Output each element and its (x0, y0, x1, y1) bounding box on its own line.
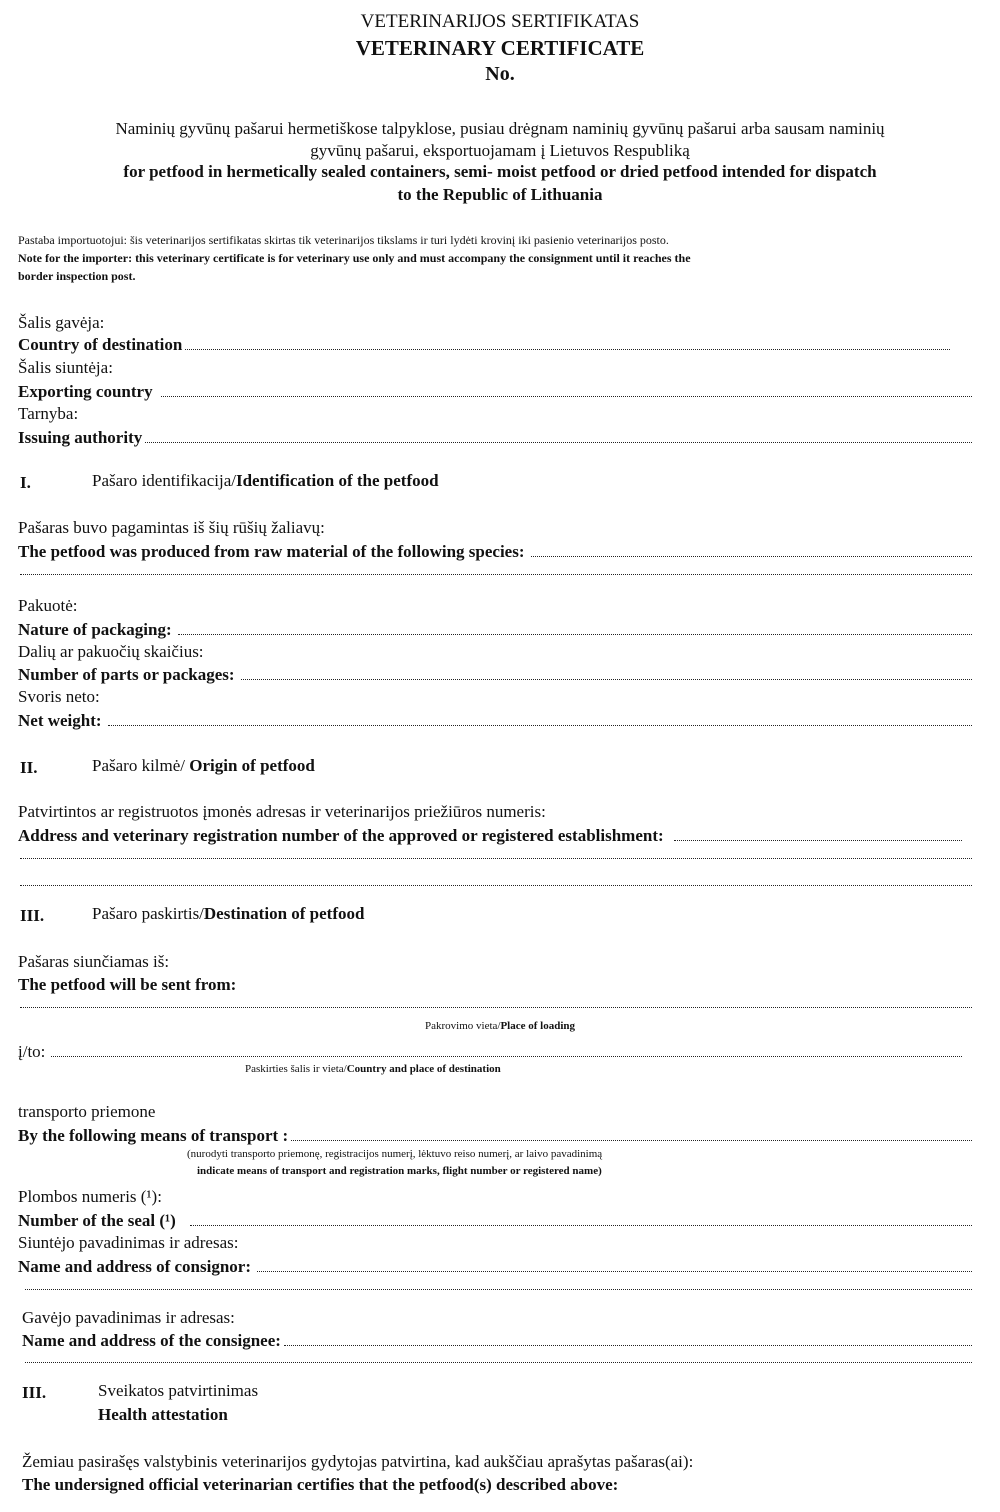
place-of-loading-caption (0, 1020, 1000, 1032)
section-2-title-lt: Pašaro kilmė/ (92, 756, 190, 775)
transport-note-lt: (nurodyti transporto priemonę, registracijos numerį, lėktuvo reiso numerį, ar laivo pavadinimą (187, 1148, 603, 1160)
establishment-field[interactable] (18, 826, 962, 846)
destination-caption-en: Country and place of destination (346, 1063, 501, 1075)
subject-lt-line1: Naminių gyvūnų pašarui hermetiškose talpyklose, pusiau drėgnam naminių gyvūnų pašarui arba sausam naminių (115, 119, 885, 138)
sent-from-label-lt: Pašaras siunčiamas iš: (18, 952, 170, 971)
species-label-en: The petfood was produced from raw material of the following species: (18, 542, 525, 561)
section-1-title-lt: Pašaro identifikacija/ (92, 471, 236, 490)
establishment-label-en: Address and veterinary registration number of the approved or registered establishment: (18, 826, 664, 845)
consignor-field[interactable] (18, 1257, 972, 1277)
issuing-authority-label-lt: Tarnyba: (18, 404, 79, 423)
issuing-authority-label-en: Issuing authority (18, 428, 143, 447)
species-field[interactable] (18, 542, 972, 562)
species-continuation-line[interactable] (20, 574, 972, 575)
importer-note-en-line2: border inspection post. (18, 269, 136, 283)
section-4-numeral: III. (22, 1383, 47, 1402)
title-en: VETERINARY CERTIFICATE (355, 36, 645, 60)
net-weight-field[interactable] (18, 711, 972, 731)
health-attestation-title-lt: Sveikatos patvirtinimas (98, 1381, 259, 1400)
exporting-country-label-lt: Šalis siuntėja: (18, 358, 113, 377)
place-of-loading-caption-en: Place of loading (500, 1020, 576, 1032)
destination-caption-lt: Paskirties šalis ir vieta/ (245, 1063, 347, 1075)
destination-to-label: į/to: (18, 1042, 46, 1061)
importer-note-lt: Pastaba importuotojui: šis veterinarijos sertifikatas skirtas tik veterinarijos tikslams ir turi lydėti krovinį iki pasienio veterinarijos posto. (18, 233, 669, 247)
consignee-label-lt: Gavėjo pavadinimas ir adresas: (22, 1308, 235, 1327)
place-of-loading-field[interactable] (20, 1007, 972, 1008)
section-2-numeral: II. (20, 758, 38, 777)
subject-lt-line2: gyvūnų pašarui, eksportuojamam į Lietuvos Respubliką (310, 141, 690, 160)
subject-en-line1: for petfood in hermetically sealed containers, semi- moist petfood or dried petfood intended for dispatch (123, 162, 877, 181)
net-weight-label-en: Net weight: (18, 711, 102, 730)
consignor-continuation-line[interactable] (25, 1289, 972, 1290)
packaging-field[interactable] (18, 620, 972, 640)
transport-field[interactable] (18, 1126, 972, 1146)
packages-count-field[interactable] (18, 665, 972, 685)
transport-note-en: indicate means of transport and registration marks, flight number or registered name) (197, 1165, 602, 1177)
section-3-title-lt: Pašaro paskirtis/ (92, 904, 204, 923)
consignee-label-en: Name and address of the consignee: (22, 1331, 281, 1350)
packages-count-label-lt: Dalių ar pakuočių skaičius: (18, 642, 204, 661)
exporting-country-label-en: Exporting country (18, 382, 153, 401)
title-lt: VETERINARIJOS SERTIFIKATAS (360, 11, 640, 32)
section-3-heading (92, 905, 364, 924)
seal-number-field[interactable] (18, 1211, 972, 1231)
establishment-continuation-line-2[interactable] (20, 885, 972, 886)
importer-note-en-line1: Note for the importer: this veterinary certificate is for veterinary use only and must accompany the consignment until it reaches the (18, 251, 691, 265)
exporting-country-field[interactable] (18, 382, 972, 402)
species-label-lt: Pašaras buvo pagamintas iš šių rūšių žaliavų: (18, 518, 325, 537)
issuing-authority-field[interactable] (18, 428, 972, 448)
subject-en-line2: to the Republic of Lithuania (397, 185, 603, 204)
transport-label-en: By the following means of transport : (18, 1126, 289, 1145)
place-of-loading-caption-lt: Pakrovimo vieta/ (424, 1020, 501, 1032)
health-attestation-title-en: Health attestation (98, 1405, 228, 1424)
packages-count-label-en: Number of parts or packages: (18, 665, 235, 684)
consignee-continuation-line[interactable] (25, 1362, 972, 1363)
destination-caption (245, 1063, 501, 1075)
section-1-numeral: I. (20, 473, 31, 492)
section-1-heading (92, 472, 439, 491)
consignee-field[interactable] (22, 1331, 972, 1351)
country-destination-label-lt: Šalis gavėja: (18, 313, 105, 332)
packaging-label-lt: Pakuotė: (18, 596, 78, 615)
section-2-title-en: Origin of petfood (189, 756, 315, 775)
seal-number-label-lt: Plombos numeris (¹): (18, 1187, 162, 1206)
seal-number-label-en: Number of the seal (¹) (18, 1211, 176, 1230)
certification-text-en: The undersigned official veterinarian certifies that the petfood(s) described above: (22, 1475, 619, 1494)
destination-to-field[interactable] (18, 1042, 962, 1062)
packaging-label-en: Nature of packaging: (18, 620, 172, 639)
transport-label-lt: transporto priemone (18, 1102, 156, 1121)
net-weight-label-lt: Svoris neto: (18, 687, 100, 706)
consignor-label-lt: Siuntėjo pavadinimas ir adresas: (18, 1233, 239, 1252)
section-3-numeral: III. (20, 906, 45, 925)
establishment-continuation-line-1[interactable] (20, 858, 972, 859)
certificate-number-label: No. (485, 63, 515, 85)
section-1-title-en: Identification of the petfood (235, 471, 439, 490)
sent-from-label-en: The petfood will be sent from: (18, 975, 237, 994)
establishment-label-lt: Patvirtintos ar registruotos įmonės adresas ir veterinarijos priežiūros numeris: (18, 802, 546, 821)
certification-text-lt: Žemiau pasirašęs valstybinis veterinarijos gydytojas patvirtina, kad aukščiau aprašytas pašaras(ai): (22, 1452, 694, 1471)
country-destination-field[interactable] (18, 335, 950, 355)
country-destination-label-en: Country of destination (18, 335, 183, 354)
section-2-heading (92, 757, 315, 776)
section-3-title-en: Destination of petfood (203, 904, 365, 923)
consignor-label-en: Name and address of consignor: (18, 1257, 251, 1276)
